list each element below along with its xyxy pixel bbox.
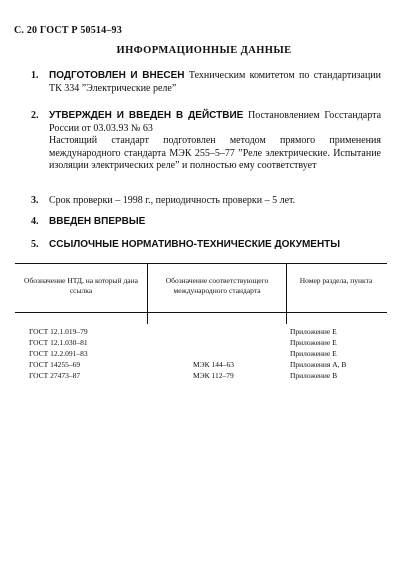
table-row — [15, 360, 387, 371]
item-lead: ВВЕДЕН ВПЕРВЫЕ — [49, 216, 146, 227]
cell-ntd: ГОСТ 12.1.019–79 — [29, 327, 88, 336]
table-row — [15, 371, 387, 382]
cell-ntd: ГОСТ 27473–87 — [29, 371, 81, 380]
info-item-1 — [31, 70, 381, 95]
table-body — [15, 313, 387, 383]
item-text-2: Настоящий стандарт подготовлен методом прямого применения международного стандарта МЭК 255–5–77 ”Реле электрические. Испытание изоляции электрических реле” и полностью ему соответствует — [49, 135, 381, 171]
cell-international: МЭК 144–63 — [193, 360, 234, 369]
item-number: 5. — [31, 239, 39, 250]
item-number: 3. — [31, 195, 39, 206]
column-header-ntd: Обозначение НТД, на который дана ссылка — [24, 276, 138, 295]
info-item-2 — [31, 110, 381, 173]
reference-table — [15, 263, 387, 383]
table-header — [15, 264, 387, 313]
cell-international: МЭК 112–79 — [193, 371, 234, 380]
table-row — [15, 338, 387, 349]
table-row — [15, 327, 387, 338]
item-lead: ССЫЛОЧНЫЕ НОРМАТИВНО-ТЕХНИЧЕСКИЕ ДОКУМЕНТЫ — [49, 239, 341, 250]
cell-section: Приложение Е — [290, 338, 337, 347]
column-header-international: Обозначение соответствующего международного стандарта — [147, 264, 287, 324]
page-header: С. 20 ГОСТ Р 50514–93 — [14, 25, 122, 36]
info-item-5 — [31, 239, 381, 252]
item-text: Техническим комитетом по стандартизации ТК 334 ”Электрические реле” — [49, 70, 382, 94]
item-text: Постановлением Госстандарта России от 03.03.93 № 63 — [49, 110, 382, 134]
info-item-4 — [31, 216, 381, 229]
item-lead: УТВЕРЖДЕН И ВВЕДЕН В ДЕЙСТВИЕ — [49, 110, 244, 121]
column-header-section: Номер раздела, пункта — [299, 276, 373, 285]
cell-ntd: ГОСТ 12.1.030–81 — [29, 338, 88, 347]
item-number: 4. — [31, 216, 39, 227]
cell-section: Приложения А, В — [290, 360, 347, 369]
item-number: 1. — [31, 70, 39, 81]
item-number: 2. — [31, 110, 39, 121]
item-text: Срок проверки – 1998 г., периодичность проверки – 5 лет. — [49, 195, 296, 206]
cell-ntd: ГОСТ 12.2.091–83 — [29, 349, 88, 358]
cell-section: Приложение Е — [290, 349, 337, 358]
info-item-3 — [31, 195, 381, 208]
cell-ntd: ГОСТ 14255–69 — [29, 360, 81, 369]
page-title: ИНФОРМАЦИОННЫЕ ДАННЫЕ — [116, 45, 292, 56]
table-row — [15, 349, 387, 360]
cell-section: Приложение Е — [290, 327, 337, 336]
item-lead: ПОДГОТОВЛЕН И ВНЕСЕН — [49, 70, 185, 81]
cell-section: Приложение В — [290, 371, 338, 380]
